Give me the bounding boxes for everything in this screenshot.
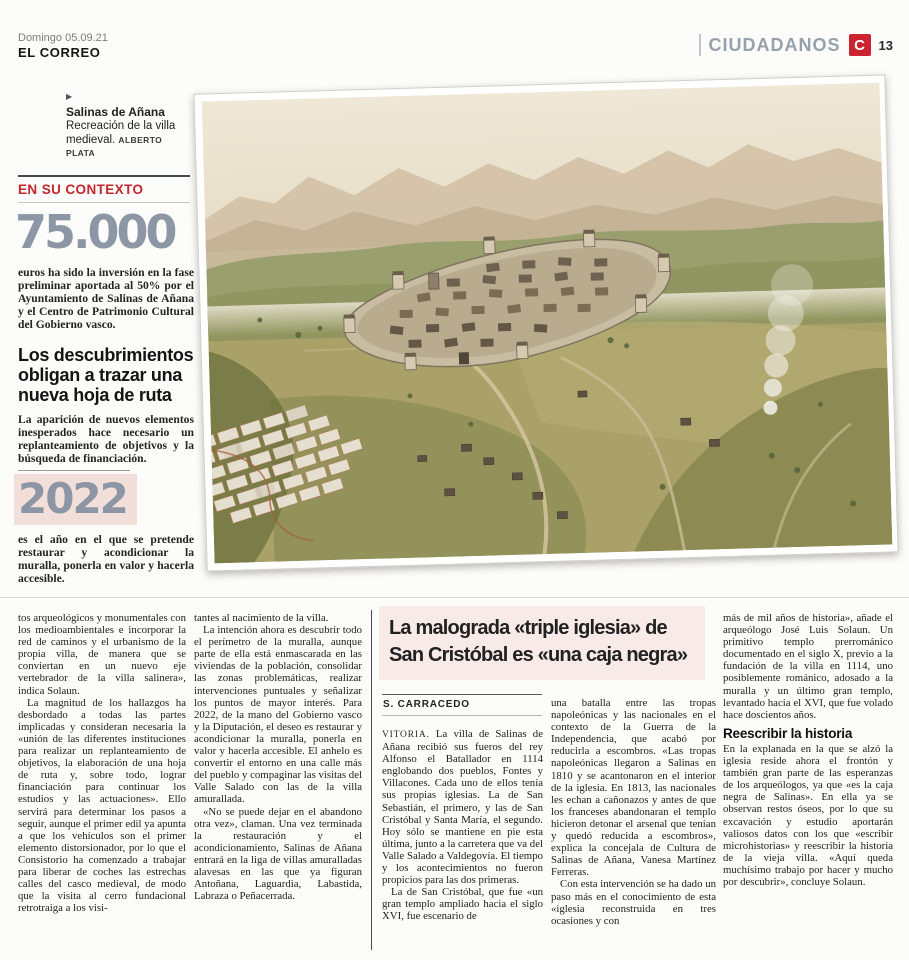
context-rule-top [18,175,190,177]
byline-rule-bottom [382,715,542,716]
article-paragraph: tantes al nacimiento de la villa. [194,612,329,624]
caption-title: Salinas de Añana [66,104,165,119]
context-label: EN SU CONTEXTO [18,182,144,197]
byline: S. CARRACEDO [383,699,470,710]
page-number: 13 [878,37,893,53]
article-paragraph: una batalla entre las tropas napoleónicas y las nacionales en el contexto de la Guerra de la Independencia, que acabó por reducirla a escombros. «Las tropas napoleónicas llegaron a Salinas en 1810 y se acantonaron en el interior de la iglesia. En 1813, las nacionales les echan a cañonazos y antes de que los franceses abandonaran el templo hicieron detonar el arsenal que tenían y quedó reducida a escombros», explica la concejala de Cultura de Salinas de Añana, Vanesa Martínez Ferreras. [551,697,716,879]
article-paragraph: más de mil años de historia», añade el arqueólogo José Luis Solaun. Un primitivo templo prerrománico documentado en el siglo X, previo a la fundación de la villa en 1114, uno posiblemente románico, adosado a la muralla y un último gran templo, levantado hacia el XVI, que fue volado hace doscientos años. [723,612,893,721]
article-paragraph: «No se puede dejar en el abandono otra vez», claman. Una vez terminada la restauración y el acondicionamiento, Salinas de Añana entrará en la liga de villas amuralladas alavesas en las que ya figuran Antoñana, Laguardia, Labastida, Labraza o Peñacerrada. [194,805,362,903]
section-header [699,34,893,56]
photo-caption [66,90,192,161]
year-figure: 2022 [14,474,137,525]
year-rule [18,470,130,471]
village-illustration-art [202,83,893,564]
article-paragraph: tos arqueológicos y monumentales con los medioambientales e incorporar la red de caminos y el urbanismo de la propia villa, de manera que se conviertan en un nuevo eje vertebrador de la villa salinera», indica Solaun. [18,612,186,697]
sidebar-subhead: Los descubrimientos obligan a trazar una nueva hoja de ruta [18,345,194,405]
context-rule-bottom [18,202,190,203]
section-title: CIUDADANOS [708,34,841,55]
sidebar-subhead-text: La aparición de nuevos elementos inesperados hace necesario un replanteamiento de objetivos y la búsqueda de financiación. [18,413,194,465]
caption-credit: ALBERTO PLATA [66,134,163,158]
article-paragraph: La magnitud de los hallazgos ha desbordado a todas las partes implicadas y consideran necesaria la «unión de las diferentes instituciones para realizar un replanteamiento de objetivos, la elaboración de una hoja de ruta y, sobre todo, lograr financiación para continuar los estudios y las actuaciones». Ello servirá para determinar los pasos a seguir, aunque el primer edil ya apunta a que los vehículos son el primer elemento distorsionador, por lo que el Consistorio ha comenzado a trabajar para liberar de coches las estrechas calles del casco medieval, de modo que la visita al cerro fundacional retrotraiga a los visi- [18,696,186,915]
byline-block [382,694,542,716]
article-paragraph: Con esta intervención se ha dado un paso más en el conocimiento de esta «iglesia reconstruida en tres ocasiones y con [551,878,716,927]
article-column-2 [194,612,362,902]
church-article-column-2 [551,697,716,927]
edition-date: Domingo 05.09.21 [18,32,108,44]
article-paragraph [382,728,543,886]
investment-figure: 75.000 [15,205,175,259]
article-paragraph: La intención ahora es descubrir todo el perímetro de la muralla, aunque parte de ella está enmascarada en las viviendas de la población, consolidar las zonas problemáticas, realizar intervenciones puntuales y señalizar los puntos de mayor interés. Para 2022, de la mano del Gobierno vasco y la Diputación, el deseo es restaurar y acondicionar la muralla, ponerla en valor y hacerla accesible. El anhelo es convertir el entorno en una calle más del pueblo y compaginar las visitas del Valle Salado con las de la villa amurallada. [194,624,362,806]
church-article-column-3 [723,612,893,888]
article-subhead: Reescribir la historia [723,725,853,741]
church-article-headline-box [379,606,705,680]
village-illustration [193,74,898,571]
article-column-1 [18,612,186,914]
article-text: La villa de Salinas de Añana recibió sus fueros del rey Alfonso el Batallador en 1114 englobando dos pueblos, Fontes y Villacones. Cada uno de ellos tenía sus propias iglesias. La de San Sebastián, el primero, y las de San Cristóbal y Santa María, el segundo. Hoy sólo se mantiene en pie esta última, junto a la carretera que va del Valle Salado a Valdegovía. El tiempo y los acontecimientos no fueron propicios para las dos primeras. [382,728,544,887]
year-text: es el año en el que se pretende restaurar y acondicionar la muralla, ponerla en valor y hacerla accesible. [18,533,194,585]
article-paragraph: En la explanada en la que se alzó la iglesia reside ahora el frontón y también gran parte de las esperanzas de los arqueólogos, ya que «es la caja negra de Salinas». En ella ya se observan restos óseos, por lo que su excavación y estudio aportarán valiosos datos con los que «escribir microhistorias» y reescribir la historia de la vieja villa. «Aquí queda muchísimo trabajo por hacer y mucho por descubrir», concluye Solaun. [723,742,893,888]
dateline: VITORIA. [382,730,430,740]
investment-text: euros ha sido la inversión en la fase preliminar aportada al 50% por el Ayuntamiento de Salinas de Añana y el Centro de Patrimonio Cultural del Gobierno vasco. [18,266,194,331]
caption-arrow-icon: ▶ [66,92,73,101]
column-divider-rule [371,610,372,950]
section-logo-badge: C [849,34,871,56]
church-article-headline: La malograda «triple iglesia» de San Cristóbal es «una caja negra» [389,617,688,666]
caption-text: Recreación de la villa medieval. [66,120,176,146]
section-divider-bar [699,34,701,56]
church-article-column-1 [382,728,543,923]
section-rule [0,597,909,598]
masthead: EL CORREO [18,45,101,60]
article-paragraph: La de San Cristóbal, que fue «un gran templo ampliado hacia el siglo XVI, fue escenario de [382,886,543,923]
